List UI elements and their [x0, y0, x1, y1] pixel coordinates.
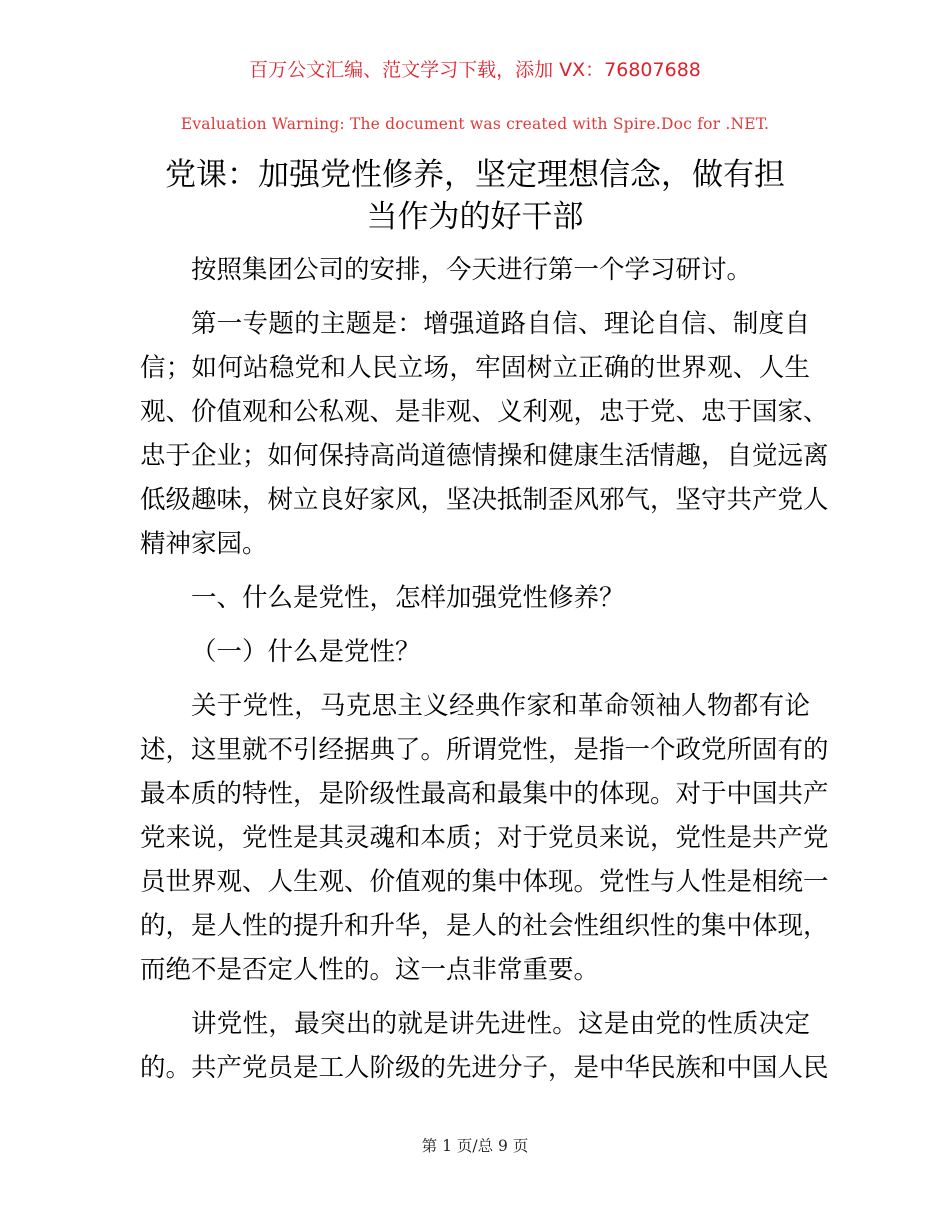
paragraph-line: 信；如何站稳党和人民立场，牢固树立正确的世界观、人生	[140, 353, 810, 383]
paragraph-line: 最本质的特性，是阶级性最高和最集中的体现。对于中国共产	[140, 779, 829, 809]
paragraph	[140, 302, 829, 566]
paragraph-line: 讲党性，最突出的就是讲先进性。这是由党的性质决定	[191, 1009, 810, 1039]
evaluation-warning: Evaluation Warning: The document was created with Spire.Doc for .NET.	[180, 115, 770, 133]
paragraph-line: 观、价值观和公私观、是非观、义利观，忠于党、忠于国家、	[140, 397, 829, 427]
document-title	[140, 154, 810, 238]
paragraph	[140, 1002, 829, 1090]
paragraph-line: 关于党性，马克思主义经典作家和革命领袖人物都有论	[191, 691, 810, 721]
paragraph	[140, 576, 810, 620]
paragraph-line: 的，是人性的提升和升华，是人的社会性组织性的集中体现，	[140, 911, 829, 941]
paragraph-line: 而绝不是否定人性的。这一点非常重要。	[140, 955, 600, 985]
paragraph-line: 精神家园。	[140, 529, 268, 559]
paragraph-line: 第一专题的主题是：增强道路自信、理论自信、制度自	[191, 309, 810, 339]
paragraph-line: 员世界观、人生观、价值观的集中体现。党性与人性是相统一	[140, 867, 829, 897]
title-line-2: 当作为的好干部	[366, 199, 584, 235]
paragraph-line: 一、什么是党性，怎样加强党性修养？	[191, 583, 625, 613]
paragraph-line: （一）什么是党性？	[191, 637, 421, 667]
paragraph	[140, 684, 829, 992]
paragraph	[140, 630, 810, 674]
paragraph-line: 按照集团公司的安排，今天进行第一个学习研讨。	[191, 255, 753, 285]
document-body	[140, 248, 829, 1100]
title-line-1: 党课：加强党性修养，坚定理想信念，做有担	[165, 157, 785, 193]
paragraph-line: 述，这里就不引经据典了。所谓党性，是指一个政党所固有的	[140, 735, 829, 765]
paragraph-line: 低级趣味，树立良好家风，坚决抵制歪风邪气，坚守共产党人	[140, 485, 829, 515]
paragraph	[140, 248, 810, 292]
page-footer: 第 1 页/总 9 页	[421, 1137, 529, 1155]
paragraph-line: 忠于企业；如何保持高尚道德情操和健康生活情趣，自觉远离	[140, 441, 829, 471]
paragraph-line: 党来说，党性是其灵魂和本质；对于党员来说，党性是共产党	[140, 823, 829, 853]
promo-header: 百万公文汇编、范文学习下载，添加 VX：76807688	[249, 59, 701, 81]
paragraph-line: 的。共产党员是工人阶级的先进分子，是中华民族和中国人民	[140, 1053, 829, 1083]
